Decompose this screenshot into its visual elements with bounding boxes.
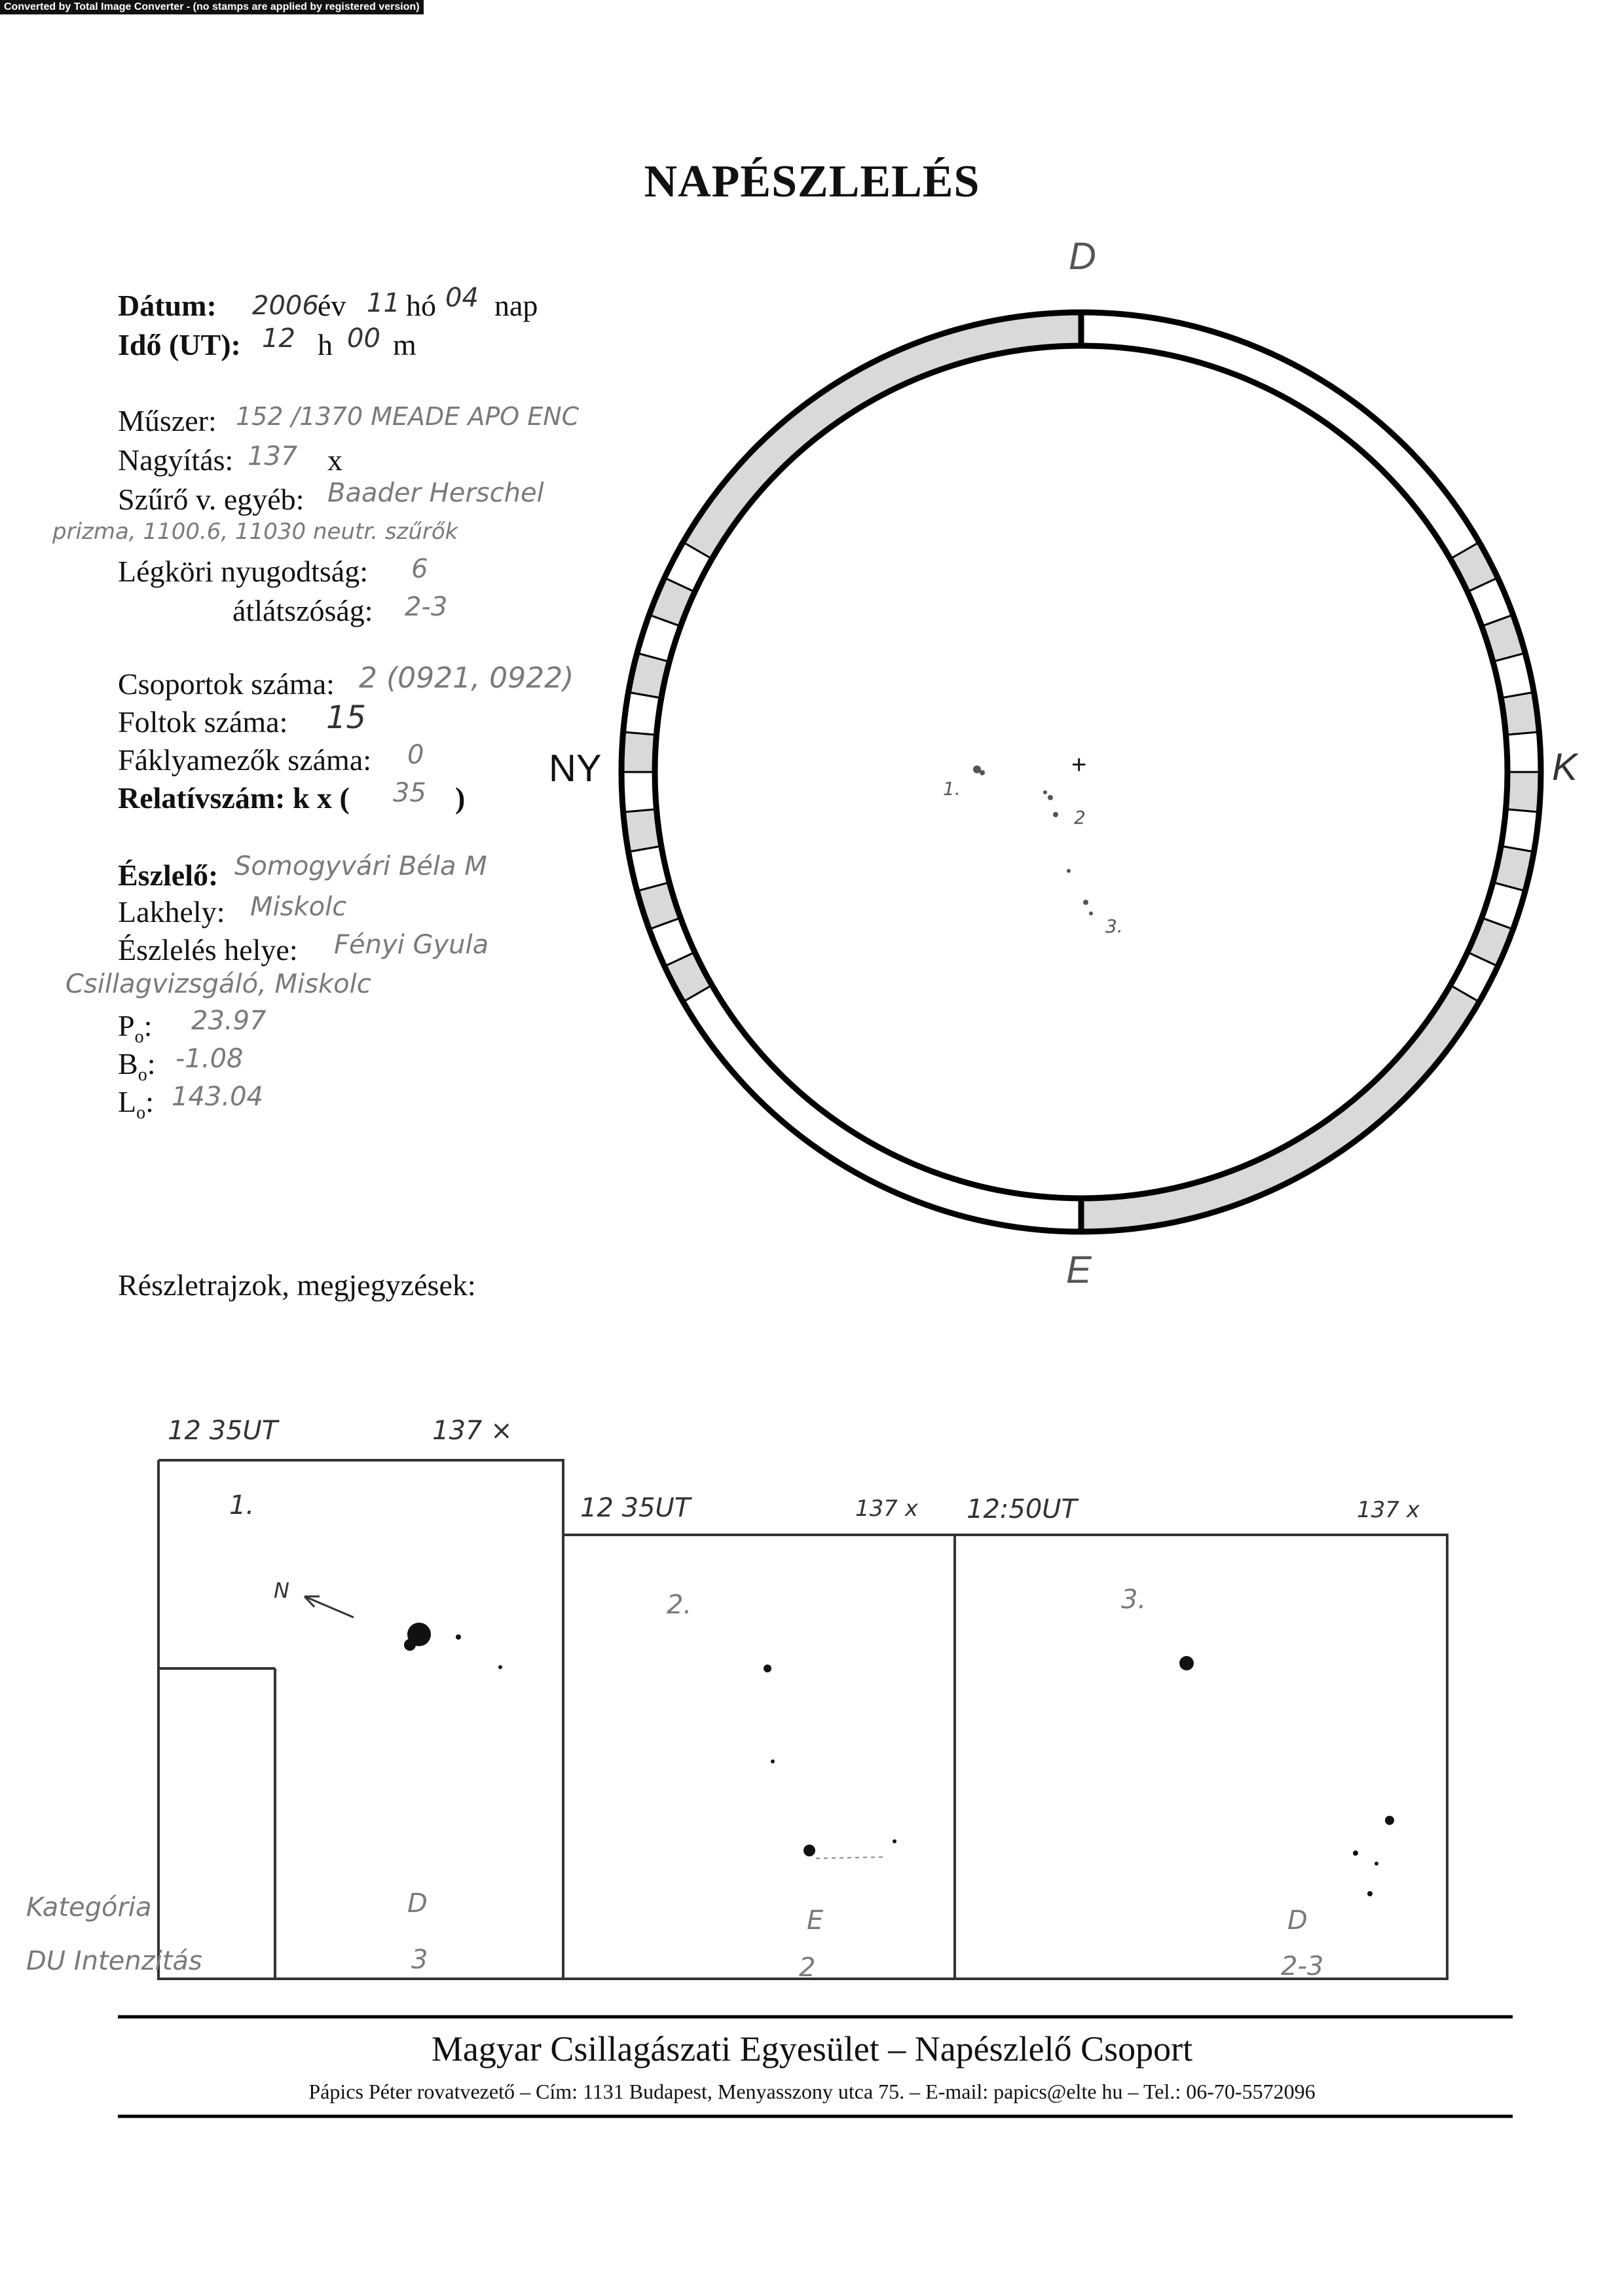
intensity-label: DU Intenzitás — [26, 1946, 202, 1976]
helye-label: Észlelés helye: — [118, 933, 298, 966]
faklyamezok-value: 0 — [407, 740, 424, 770]
panel-3-intensity: 2-3 — [1281, 1951, 1324, 1981]
szuro-value-1: Baader Herschel — [327, 478, 544, 508]
muszer-label: Műszer: — [118, 404, 217, 437]
panel-2-category: E — [807, 1905, 824, 1936]
sunspot — [1179, 1656, 1194, 1670]
page-title: NAPÉSZLELÉS — [644, 156, 980, 207]
csoportok-value: 2 (0921, 0922) — [359, 661, 574, 695]
atlatszosag-value: 2-3 — [405, 592, 448, 622]
panel-3-number: 3. — [1121, 1585, 1147, 1615]
sunspot — [456, 1634, 461, 1640]
b0-value: -1.08 — [175, 1044, 244, 1074]
day-value: 04 — [445, 283, 479, 313]
panel-2-mag: 137 x — [855, 1496, 918, 1522]
panel-1-mag: 137 × — [432, 1416, 513, 1446]
szuro-value-2: prizma, 1100.6, 11030 neutr. szűrők — [52, 519, 458, 545]
panel-2-number: 2. — [667, 1590, 692, 1620]
footer-organization: Magyar Csillagászati Egyesület – Napészlelő Csoport — [431, 2029, 1193, 2069]
relativ-value: 35 — [393, 778, 426, 808]
sunspot — [1067, 869, 1071, 873]
sunspot — [1367, 1891, 1373, 1896]
sunspot — [498, 1665, 502, 1669]
nagyitas-value: 137 — [248, 441, 298, 471]
disk-sunspots — [973, 765, 1093, 915]
x-label: x — [327, 443, 342, 477]
details-heading: Részletrajzok, megjegyzések: — [118, 1268, 476, 1302]
helye-value-2: Csillagvizsgáló, Miskolc — [65, 969, 371, 999]
ho-label: hó — [406, 289, 436, 322]
m-label: m — [393, 328, 416, 361]
panel-1-time: 12 35UT — [168, 1416, 278, 1446]
relativ-close: ) — [455, 781, 466, 815]
l0-value: 143.04 — [172, 1082, 263, 1112]
l0-label: $L_o$: — [118, 1085, 154, 1124]
h-label: h — [318, 328, 333, 361]
lakhely-label: Lakhely: — [118, 895, 225, 929]
disk-group-1: 1. — [943, 778, 961, 800]
ring-segment — [621, 772, 656, 812]
penumbra-trail — [816, 1857, 884, 1858]
foltok-value: 15 — [326, 699, 367, 736]
sunspot — [771, 1759, 775, 1763]
panel-1-north-label: N — [274, 1578, 289, 1603]
footer-contact: Pápics Péter rovatvezető – Cím: 1131 Budapest, Menyasszony utca 75. – E-mail: papics@elte hu – Tel.: 06-70-5572096 — [308, 2080, 1316, 2103]
detail-panel-2-frame — [563, 1535, 955, 1979]
panel-sunspots — [404, 1623, 1394, 1896]
minute-value: 00 — [347, 323, 380, 354]
year-value: 2006 — [252, 291, 319, 321]
sunspot — [1043, 790, 1047, 794]
panel-3-category: D — [1287, 1905, 1308, 1936]
panel-2-time: 12 35UT — [580, 1493, 691, 1523]
sunspot — [893, 1839, 896, 1843]
ido-label: Idő (UT): — [118, 328, 241, 361]
ring-segment — [1506, 732, 1541, 772]
panel-1-category: D — [407, 1888, 428, 1919]
sunspot — [803, 1845, 815, 1856]
helye-value-1: Fényi Gyula — [334, 930, 489, 960]
csoportok-label: Csoportok száma: — [118, 667, 335, 701]
disk-label-right: K — [1552, 746, 1578, 788]
panel-3-mag: 137 x — [1357, 1497, 1420, 1523]
nyugodtsag-value: 6 — [411, 554, 428, 584]
ring-segment — [1506, 772, 1541, 812]
detail-panel-1-frame — [158, 1460, 563, 1979]
hour-value: 12 — [262, 323, 295, 354]
sunspot — [1385, 1816, 1394, 1825]
lakhely-value: Miskolc — [250, 892, 347, 922]
faklyamezok-label: Fáklyamezők száma: — [118, 743, 372, 777]
sunspot — [1375, 1862, 1378, 1866]
b0-label: $B_o$: — [118, 1047, 156, 1086]
panel-1-number: 1. — [229, 1490, 255, 1520]
ring-segment — [621, 732, 656, 772]
sunspot — [1048, 795, 1053, 800]
panel-1-intensity: 3 — [411, 1945, 428, 1975]
disk-group-3: 3. — [1105, 915, 1123, 937]
sunspot — [1083, 900, 1088, 905]
relativ-label: Relatívszám: k x ( — [118, 781, 350, 815]
category-label: Kategória — [26, 1892, 152, 1923]
nagyitas-label: Nagyítás: — [118, 443, 234, 477]
disk-label-top: D — [1069, 235, 1096, 278]
north-arrow — [304, 1596, 354, 1617]
p0-label: $P_o$: — [118, 1009, 153, 1048]
panel-2-intensity: 2 — [799, 1953, 816, 1983]
panel-3-time: 12:50UT — [967, 1494, 1077, 1524]
disk-group-2: 2 — [1074, 807, 1086, 828]
disk-label-left: NY — [549, 747, 602, 790]
eszlelo-value: Somogyvári Béla M — [234, 851, 487, 881]
sunspot — [404, 1639, 416, 1651]
disk-center-mark: + — [1071, 750, 1087, 779]
eszlelo-label: Észlelő: — [118, 858, 219, 892]
detail-panel-3-frame — [955, 1535, 1447, 1979]
p0-value: 23.97 — [191, 1006, 267, 1036]
nyugodtsag-label: Légköri nyugodtság: — [118, 555, 368, 588]
nap-label: nap — [494, 289, 538, 322]
foltok-label: Foltok száma: — [118, 705, 288, 739]
month-value: 11 — [367, 288, 400, 318]
disk-label-bottom: E — [1066, 1249, 1092, 1291]
sunspot — [764, 1665, 771, 1672]
sunspot — [1089, 911, 1093, 915]
muszer-value: 152 /1370 MEADE APO ENC — [236, 402, 580, 431]
sunspot — [1353, 1850, 1358, 1856]
szuro-label: Szűrő v. egyéb: — [118, 483, 304, 516]
converter-banner: Converted by Total Image Converter - (no stamps are applied by registered version) — [0, 0, 424, 14]
ev-label: év — [318, 289, 346, 322]
datum-label: Dátum: — [118, 289, 217, 322]
sunspot — [1053, 812, 1058, 817]
atlatszosag-label: átlátszóság: — [232, 594, 373, 627]
sunspot — [980, 770, 985, 775]
